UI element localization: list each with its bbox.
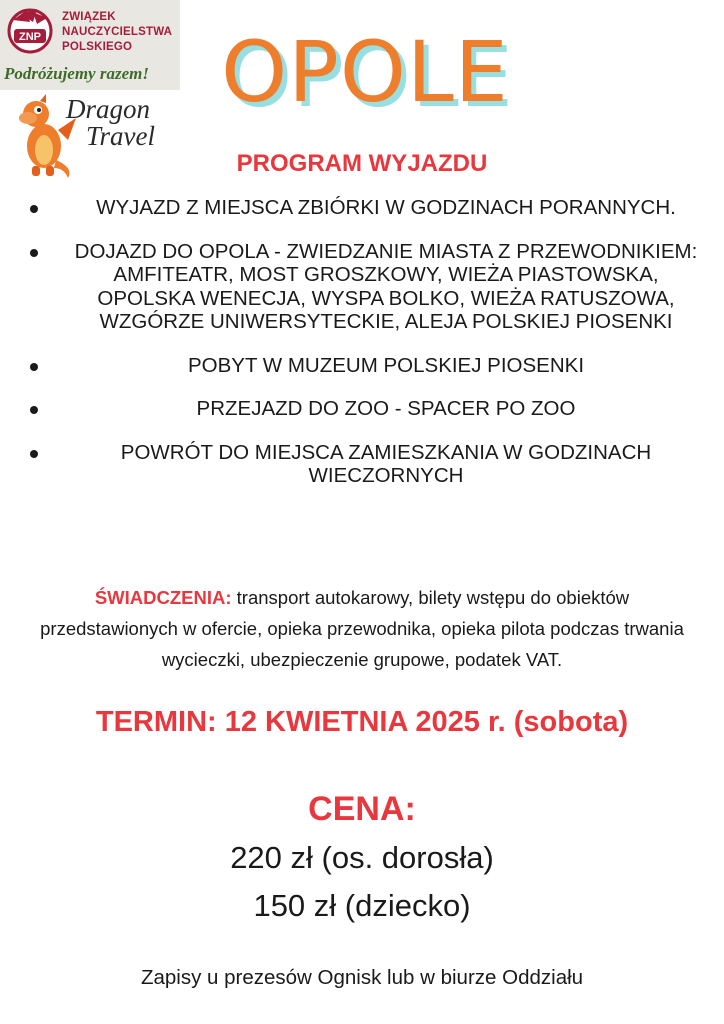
services-label: ŚWIADCZENIA: bbox=[94, 587, 232, 608]
znp-name bbox=[62, 10, 172, 55]
price-child: 150 zł (dziecko) bbox=[253, 888, 471, 923]
services-paragraph bbox=[30, 582, 694, 675]
dragon-travel-line: Dragon bbox=[66, 94, 151, 124]
price-heading: CENA: bbox=[308, 790, 416, 828]
znp-name-line: POLSKIEGO bbox=[62, 41, 133, 53]
dragon-travel-line: Travel bbox=[86, 121, 156, 151]
program-item-text: PRZEJAZD DO ZOO - SPACER PO ZOO bbox=[196, 397, 576, 420]
program-title: PROGRAM WYJAZDU bbox=[236, 150, 488, 177]
dragon-travel-logo bbox=[66, 96, 155, 150]
program-item bbox=[30, 354, 702, 378]
signup-info: Zapisy u prezesów Ognisk lub w biurze Oddziału bbox=[140, 966, 584, 989]
price-adult: 220 zł (os. dorosła) bbox=[230, 840, 494, 875]
program-item bbox=[30, 397, 702, 421]
trip-date: TERMIN: 12 KWIETNIA 2025 r. (sobota) bbox=[95, 706, 629, 738]
program-list bbox=[30, 196, 702, 508]
bullet-icon bbox=[30, 205, 38, 213]
program-item-text: DOJAZD DO OPOLA - ZWIEDZANIE MIASTA Z PRZEWODNIKIEM: AMFITEATR, MOST GROSZKOWY, WIEŻA PIASTOWSKA, OPOLSKA WENECJA, WYSPA BOLKO, WIEŻA RATUSZOWA, WZGÓRZE UNIWERSYTECKIE, ALEJA POLSKIEJ PIOSENKI bbox=[74, 239, 698, 333]
bullet-icon bbox=[30, 363, 38, 371]
services-text: transport autokarowy, bilety wstępu do obiektów przedstawionych w ofercie, opieka przewodnika, opieka pilota podczas trwania wycieczki, ubezpieczenie grupowe, podatek VAT. bbox=[40, 587, 684, 670]
bullet-icon bbox=[30, 249, 38, 257]
znp-name-line: NAUCZYCIELSTWA bbox=[62, 26, 173, 38]
city-title: OPOLE bbox=[221, 23, 509, 121]
program-item-text: POWRÓT DO MIEJSCA ZAMIESZKANIA W GODZINACH WIECZORNYCH bbox=[120, 440, 652, 487]
slogan: Podróżujemy razem! bbox=[4, 64, 149, 83]
program-item bbox=[30, 196, 702, 220]
program-item bbox=[30, 441, 702, 488]
program-item bbox=[30, 240, 702, 334]
znp-emblem-icon bbox=[7, 6, 53, 56]
program-item-text: WYJAZD Z MIEJSCA ZBIÓRKI W GODZINACH PORANNYCH. bbox=[96, 196, 676, 219]
znp-emblem-text: ZNP bbox=[19, 31, 41, 43]
znp-name-line: ZWIĄZEK bbox=[62, 11, 116, 23]
program-item-text: POBYT W MUZEUM POLSKIEJ PIOSENKI bbox=[187, 353, 585, 377]
bullet-icon bbox=[30, 406, 38, 414]
bullet-icon bbox=[30, 450, 38, 458]
znp-logo-panel bbox=[0, 0, 180, 90]
